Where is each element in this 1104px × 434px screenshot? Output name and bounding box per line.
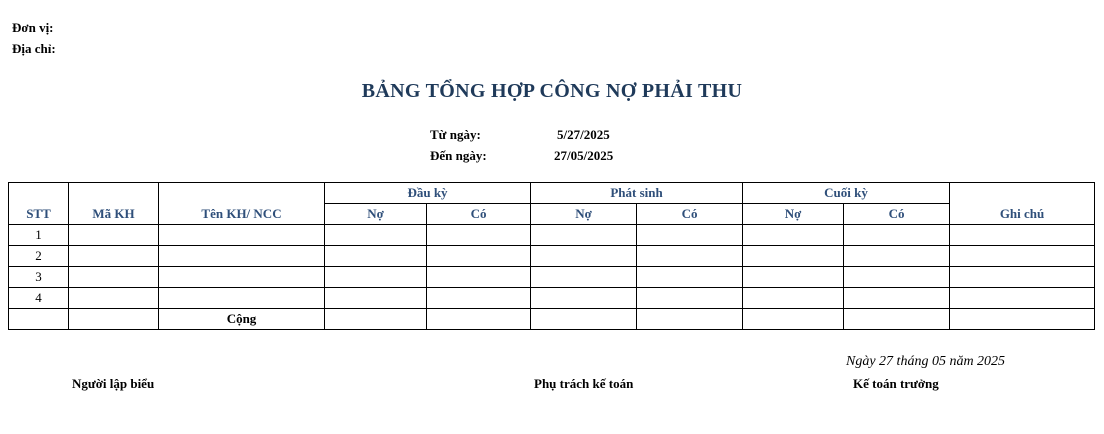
- cell: [69, 267, 159, 288]
- table-row: [9, 225, 1095, 246]
- cell: [844, 309, 950, 330]
- cell: [159, 288, 325, 309]
- cell: [325, 246, 427, 267]
- from-date-value: 5/27/2025: [557, 127, 610, 142]
- receivables-table: [8, 182, 1095, 330]
- row-number: 2: [9, 246, 69, 267]
- cell: [325, 288, 427, 309]
- chief-accountant-label: Kế toán trưởng: [853, 376, 939, 391]
- cell: [950, 309, 1095, 330]
- from-date-label: Từ ngày:: [430, 127, 481, 142]
- to-date-value: 27/05/2025: [554, 148, 614, 163]
- closing-credit: Có: [844, 204, 950, 225]
- cell: [325, 225, 427, 246]
- cell: [743, 288, 844, 309]
- to-date-label: Đến ngày:: [430, 148, 487, 163]
- movement-debit: Nợ: [531, 204, 637, 225]
- opening-debit: Nợ: [325, 204, 427, 225]
- cell: [743, 225, 844, 246]
- cell: [69, 309, 159, 330]
- cell: [325, 309, 427, 330]
- accountant-in-charge-label: Phụ trách kế toán: [534, 376, 634, 391]
- table-row: [9, 288, 1095, 309]
- cell: [743, 309, 844, 330]
- cell: [950, 288, 1095, 309]
- cell: [950, 267, 1095, 288]
- cell: [950, 246, 1095, 267]
- row-number: 3: [9, 267, 69, 288]
- cell: [531, 225, 637, 246]
- cell: [427, 309, 531, 330]
- cell: [637, 288, 743, 309]
- cell: [159, 225, 325, 246]
- cell: [637, 267, 743, 288]
- cell: [159, 267, 325, 288]
- col-customer-code: Mã KH: [69, 183, 159, 225]
- col-note: Ghi chú: [950, 183, 1095, 225]
- table-row: [9, 267, 1095, 288]
- col-customer-name: Tên KH/ NCC: [159, 183, 325, 225]
- preparer-label: Người lập biểu: [72, 376, 155, 391]
- col-stt: STT: [9, 183, 69, 225]
- cell: [427, 246, 531, 267]
- cell: [637, 309, 743, 330]
- unit-label: Đơn vị:: [12, 20, 54, 35]
- movement-credit: Có: [637, 204, 743, 225]
- cell: [844, 225, 950, 246]
- cell: [427, 267, 531, 288]
- total-row: [9, 309, 1095, 330]
- row-number: 4: [9, 288, 69, 309]
- row-number: 1: [9, 225, 69, 246]
- cell: [69, 225, 159, 246]
- cell: [69, 288, 159, 309]
- cell: [743, 267, 844, 288]
- cell: [427, 288, 531, 309]
- cell: [9, 309, 69, 330]
- cell: [531, 267, 637, 288]
- total-label: Cộng: [159, 309, 325, 330]
- cell: [844, 267, 950, 288]
- report-title: BẢNG TỔNG HỢP CÔNG NỢ PHẢI THU: [361, 80, 743, 102]
- cell: [69, 246, 159, 267]
- cell: [743, 246, 844, 267]
- cell: [531, 288, 637, 309]
- opening-credit: Có: [427, 204, 531, 225]
- cell: [950, 225, 1095, 246]
- cell: [844, 246, 950, 267]
- closing-debit: Nợ: [743, 204, 844, 225]
- cell: [531, 309, 637, 330]
- sign-date: Ngày 27 tháng 05 năm 2025: [846, 354, 1006, 369]
- header-row-1: [9, 183, 1095, 204]
- group-opening: Đầu kỳ: [325, 183, 531, 204]
- cell: [325, 267, 427, 288]
- table-row: [9, 246, 1095, 267]
- cell: [427, 225, 531, 246]
- cell: [637, 246, 743, 267]
- cell: [637, 225, 743, 246]
- cell: [844, 288, 950, 309]
- cell: [531, 246, 637, 267]
- group-closing: Cuối kỳ: [743, 183, 950, 204]
- cell: [159, 246, 325, 267]
- group-movement: Phát sinh: [531, 183, 743, 204]
- address-label: Địa chỉ:: [12, 41, 56, 56]
